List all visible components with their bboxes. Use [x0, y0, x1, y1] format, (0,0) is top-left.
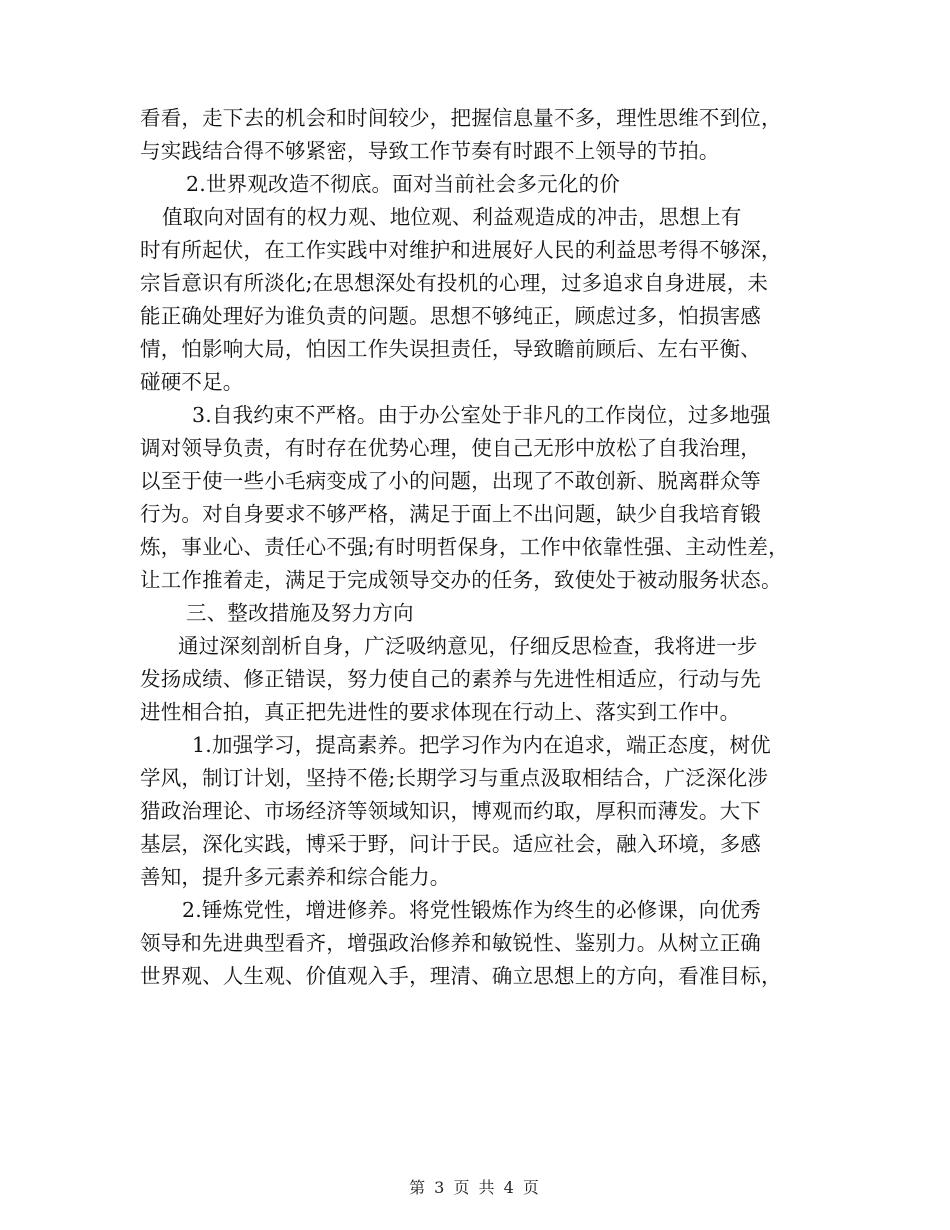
- text-line: 能正确处理好为谁负责的问题。思想不够纯正，顾虑过多，怕损害感: [140, 304, 761, 328]
- text-line: 通过深刻剖析自身，广泛吸纳意见，仔细反思检查，我将进一步: [178, 634, 758, 658]
- text-line: 时有所起伏，在工作实践中对维护和进展好人民的利益思考得不够深，: [140, 238, 782, 262]
- section-heading: 1.加强学习，提高素养。把学习作为内在追求，端正态度，树优: [192, 733, 771, 757]
- text-line: 行为。对自身要求不够严格，满足于面上不出问题，缺少自我培育锻: [140, 502, 761, 526]
- document-body: [140, 102, 820, 993]
- text-line: 调对领导负责，有时存在优势心理，使自己无形中放松了自我治理，: [140, 436, 761, 460]
- text-line: 善知，提升多元素养和综合能力。: [140, 865, 451, 889]
- text-line: 情，怕影响大局，怕因工作失误担责任，导致瞻前顾后、左右平衡、: [140, 337, 761, 361]
- text-line: 以至于使一些小毛病变成了小的问题，出现了不敢创新、脱离群众等: [140, 469, 761, 493]
- text-line: 值取向对固有的权力观、地位观、利益观造成的冲击，思想上有: [162, 205, 742, 229]
- text-line: 宗旨意识有所淡化;在思想深处有投机的心理，过多追求自身进展，未: [140, 271, 769, 295]
- text-line: 发扬成绩、修正错误，努力使自己的素养与先进性相适应，行动与先: [140, 667, 761, 691]
- text-line: 世界观、人生观、价值观入手，理清、确立思想上的方向，看准目标，: [140, 964, 782, 988]
- text-line: 让工作推着走，满足于完成领导交办的任务，致使处于被动服务状态。: [140, 568, 782, 592]
- text-line: 碰硬不足。: [140, 370, 244, 394]
- section-heading: 3.自我约束不严格。由于办公室处于非凡的工作岗位，过多地强: [192, 403, 771, 427]
- text-line: 基层，深化实践，博采于野，问计于民。适应社会，融入环境，多感: [140, 832, 761, 856]
- text-line: 看看，走下去的机会和时间较少，把握信息量不多，理性思维不到位，: [140, 106, 782, 130]
- section-heading: 2.世界观改造不彻底。面对当前社会多元化的价: [186, 172, 620, 196]
- text-line: 学风，制订计划，坚持不倦;长期学习与重点汲取相结合，广泛深化涉: [140, 766, 769, 790]
- text-line: 与实践结合得不够紧密，导致工作节奏有时跟不上领导的节拍。: [140, 139, 720, 163]
- chapter-heading: 三、整改措施及努力方向: [186, 601, 414, 625]
- text-line: 进性相合拍，真正把先进性的要求体现在行动上、落实到工作中。: [140, 700, 741, 724]
- text-line: 炼，事业心、责任心不强;有时明哲保身，工作中依靠性强、主动性差，: [140, 535, 789, 559]
- text-line: 猎政治理论、市场经济等领域知识，博观而约取，厚积而薄发。大下: [140, 799, 761, 823]
- section-heading: 2.锤炼党性，增进修养。将党性锻炼作为终生的必修课，向优秀: [182, 898, 761, 922]
- text-line: 领导和先进典型看齐，增强政治修养和敏锐性、鉴别力。从树立正确: [140, 931, 761, 955]
- page-footer: 第 3 页 共 4 页: [409, 1178, 541, 1197]
